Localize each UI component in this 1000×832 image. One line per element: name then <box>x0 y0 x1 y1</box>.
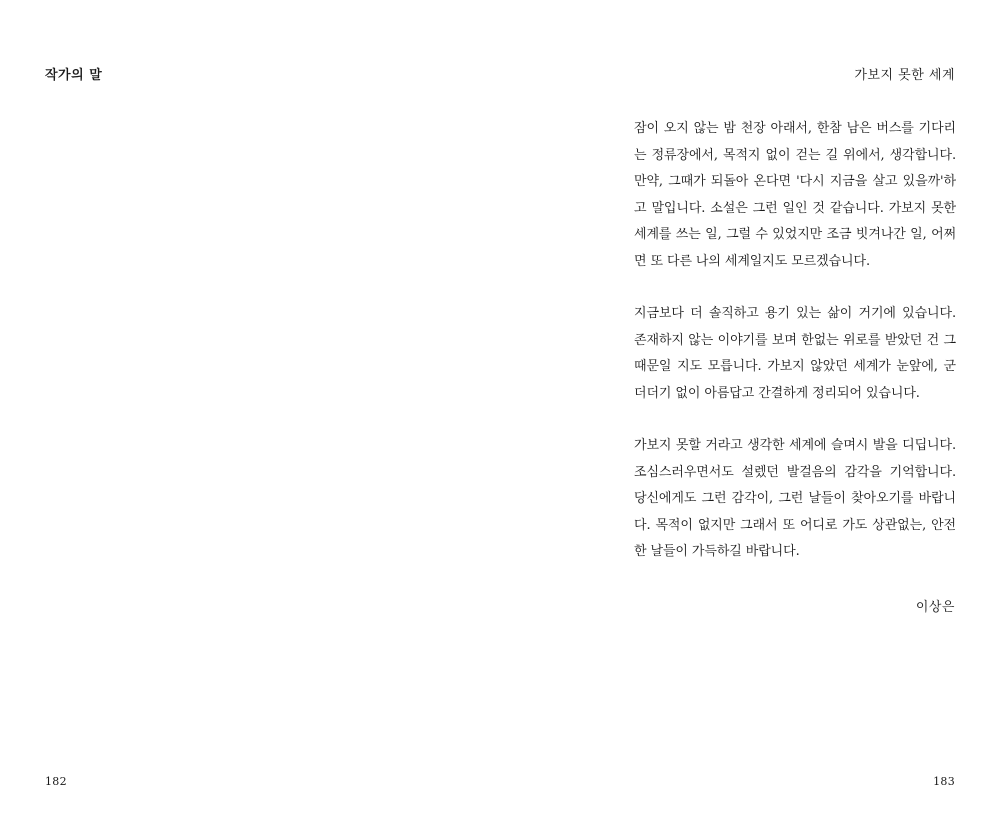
text-line: 존재하지 않는 이야기를 보며 한없는 위로를 받았던 건 그 <box>634 332 956 348</box>
text-line: 고 말입니다. 소설은 그런 일인 것 같습니다. 가보지 못한 <box>634 200 956 216</box>
right-page <box>500 0 1000 832</box>
left-page-number: 182 <box>45 775 67 788</box>
text-line: 한 날들이 가득하길 바랍니다. <box>634 544 800 559</box>
text-line: 면 또 다른 나의 세계일지도 모르겠습니다. <box>634 253 870 269</box>
section-title: 작가의 말 <box>45 68 103 83</box>
body-text <box>634 116 956 592</box>
text-line: 당신에게도 그런 감각이, 그런 날들이 찾아오기를 바랍니 <box>634 491 956 506</box>
paragraph-1 <box>634 116 956 275</box>
text-line: 지금보다 더 솔직하고 용기 있는 삶이 거기에 있습니다. <box>634 306 956 321</box>
text-line: 세계를 쓰는 일, 그럴 수 있었지만 조금 빗겨나간 일, 어쩌 <box>634 227 956 242</box>
text-line: 가보지 못할 거라고 생각한 세계에 슬며시 발을 디딥니다. <box>634 438 956 453</box>
author-signature: 이상은 <box>915 600 955 615</box>
text-line: 조심스러우면서도 설렜던 발걸음의 감각을 기억합니다. <box>634 464 956 480</box>
paragraph-3 <box>634 433 956 566</box>
text-line: 잠이 오지 않는 밤 천장 아래서, 한참 남은 버스를 기다리 <box>634 121 956 136</box>
text-line: 때문일 지도 모릅니다. 가보지 않았던 세계가 눈앞에, 군 <box>634 359 956 374</box>
running-head: 가보지 못한 세계 <box>854 68 955 83</box>
right-page-number: 183 <box>933 775 955 788</box>
paragraph-2 <box>634 301 956 407</box>
text-line: 다. 목적이 없지만 그래서 또 어디로 가도 상관없는, 안전 <box>634 517 956 533</box>
text-line: 만약, 그때가 되돌아 온다면 '다시 지금을 살고 있을까'하 <box>634 174 956 189</box>
text-line: 는 정류장에서, 목적지 없이 걷는 길 위에서, 생각합니다. <box>634 147 956 163</box>
text-line: 더더기 없이 아름답고 간결하게 정리되어 있습니다. <box>634 385 920 401</box>
